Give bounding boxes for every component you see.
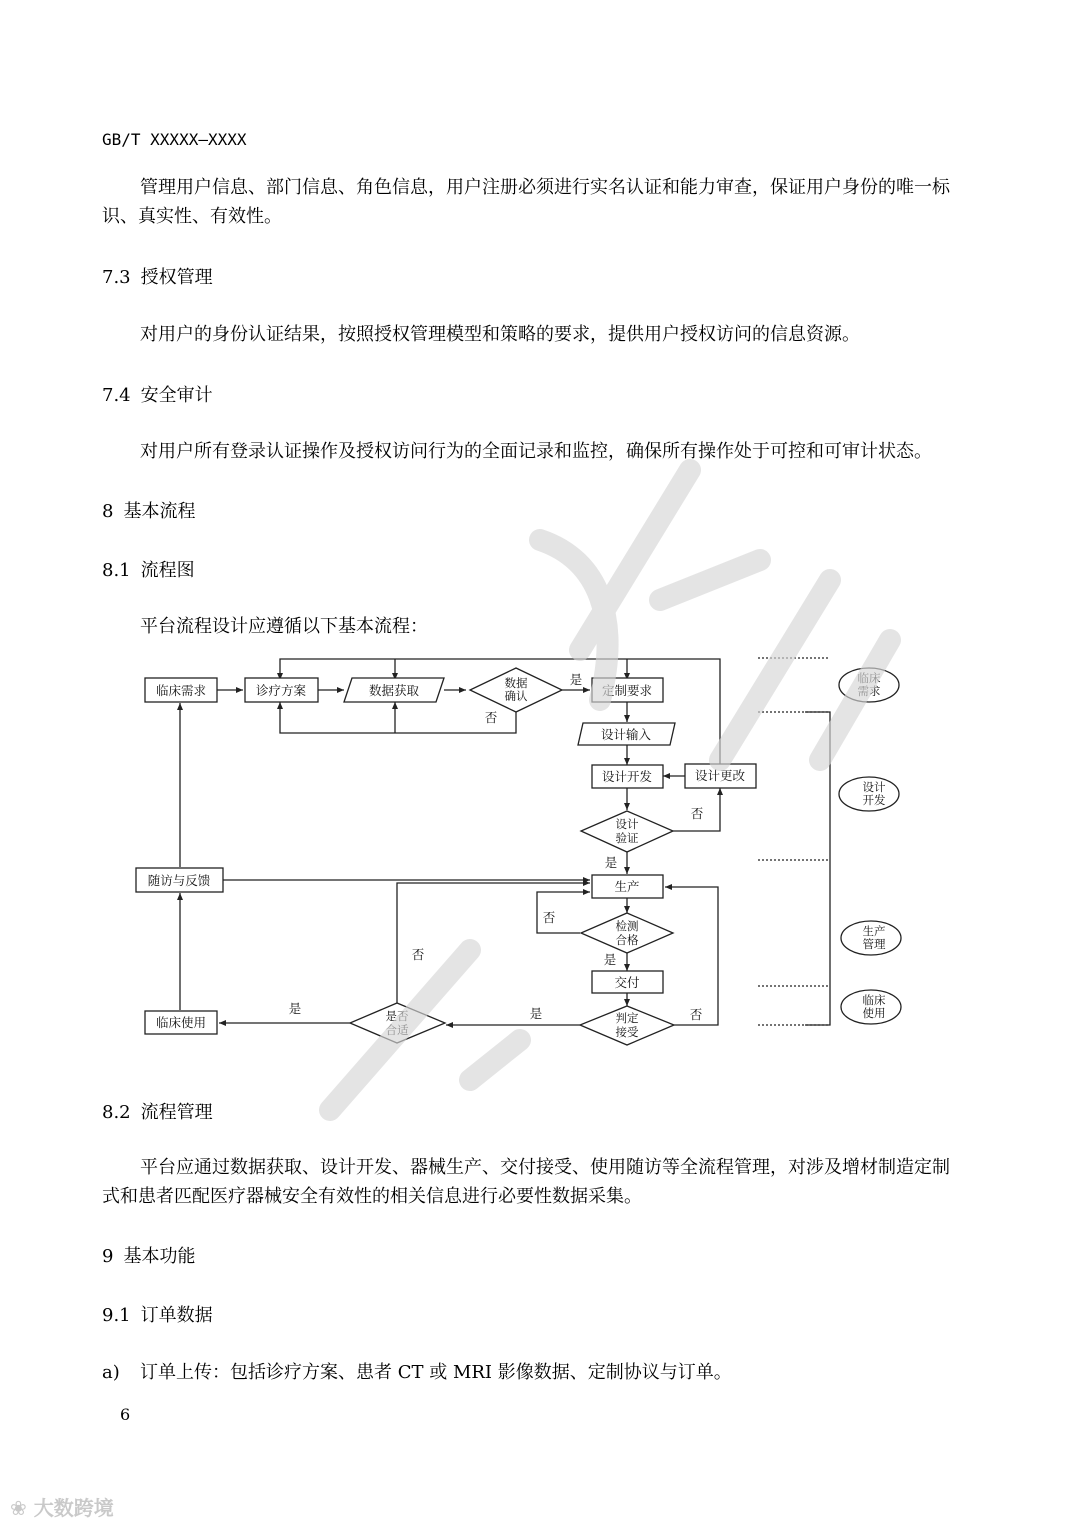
list-item-a: [102, 1358, 952, 1387]
label-yes-data-confirm: 是: [569, 672, 583, 687]
paragraph-7-4: 对用户所有登录认证操作及授权访问行为的全面记录和监控，确保所有操作处于可控和可审计状态。: [140, 441, 932, 462]
paragraph-8-1: 平台流程设计应遵循以下基本流程：: [140, 616, 428, 637]
label-inspect-1: 检测: [615, 919, 639, 933]
label-suitable-1: 是否: [385, 1009, 409, 1023]
label-design-input: 设计输入: [600, 727, 652, 742]
label-custom-requirements: 定制要求: [601, 683, 653, 698]
label-no-data-confirm: 否: [484, 710, 498, 725]
heading-title: 订单数据: [140, 1305, 213, 1326]
label-no-design-verify: 否: [690, 806, 704, 821]
label-judge-2: 接受: [615, 1025, 639, 1039]
intro-paragraph: 管理用户信息、部门信息、角色信息，用户注册必须进行实名认证和能力审查，保证用户身份的唯一标识、真实性、有效性。: [102, 177, 950, 227]
stage-label-4a: 临床: [862, 993, 886, 1007]
label-yes-suitable: 是: [288, 1001, 302, 1016]
label-design-verify-2: 验证: [615, 831, 639, 845]
label-clinical-need: 临床需求: [155, 683, 207, 698]
label-data-confirm-2: 确认: [504, 689, 528, 703]
heading-number: 7.3: [102, 267, 131, 288]
stage-label-1b: 需求: [857, 684, 881, 698]
stage-label-4b: 使用: [862, 1006, 886, 1020]
label-inspect-2: 合格: [615, 933, 639, 947]
label-suitable-2: 合适: [385, 1023, 409, 1037]
label-data-acquisition: 数据获取: [368, 683, 420, 698]
list-text: 订单上传：包括诊疗方案、患者 CT 或 MRI 影像数据、定制协议与订单。: [140, 1362, 732, 1383]
heading-number: 9: [102, 1246, 114, 1267]
heading-number: 9.1: [102, 1305, 131, 1326]
label-design-change: 设计更改: [694, 768, 746, 783]
paragraph-8-2: 平台应通过数据获取、设计开发、器械生产、交付接受、使用随访等全流程管理，对涉及增材制造定制式和患者匹配医疗器械安全有效性的相关信息进行必要性数据采集。: [102, 1157, 950, 1207]
paragraph-7-3: 对用户的身份认证结果，按照授权管理模型和策略的要求，提供用户授权访问的信息资源。: [140, 324, 860, 345]
label-yes-judge: 是: [529, 1006, 543, 1021]
label-no-suitable: 否: [411, 947, 425, 962]
stage-label-2b: 开发: [862, 793, 886, 807]
label-yes-design-verify: 是: [604, 855, 618, 870]
label-no-inspect: 否: [542, 910, 556, 925]
heading-number: 7.4: [102, 385, 131, 406]
heading-title: 授权管理: [140, 267, 213, 288]
heading-number: 8.1: [102, 560, 131, 581]
label-design-dev: 设计开发: [601, 769, 653, 784]
label-design-verify-1: 设计: [615, 817, 639, 831]
label-no-judge: 否: [689, 1007, 703, 1022]
stage-label-3b: 管理: [862, 937, 886, 951]
heading-number: 8: [102, 501, 114, 522]
heading-title: 基本功能: [123, 1246, 196, 1267]
label-clinical-use: 临床使用: [155, 1015, 207, 1030]
label-treatment-plan: 诊疗方案: [255, 683, 307, 698]
stage-label-2a: 设计: [862, 780, 886, 794]
heading-title: 安全审计: [140, 385, 213, 406]
heading-9-1: [102, 1301, 213, 1327]
label-followup: 随访与反馈: [147, 873, 211, 888]
list-marker: a): [102, 1362, 120, 1383]
footer-brand: [10, 1492, 114, 1521]
brand-text: 大数跨境: [33, 1496, 114, 1520]
brand-logo-icon: ❀: [10, 1496, 27, 1520]
heading-9: [102, 1242, 195, 1268]
page-number: 6: [120, 1405, 131, 1424]
label-data-confirm-1: 数据: [504, 676, 528, 690]
heading-title: 流程管理: [140, 1102, 213, 1123]
heading-8-2: [102, 1098, 213, 1124]
stage-label-3a: 生产: [862, 924, 886, 938]
heading-title: 流程图: [140, 560, 195, 581]
heading-title: 基本流程: [123, 501, 196, 522]
label-judge-1: 判定: [615, 1011, 639, 1025]
label-production: 生产: [614, 879, 640, 894]
label-yes-inspect: 是: [603, 952, 617, 967]
label-delivery: 交付: [614, 975, 640, 990]
heading-number: 8.2: [102, 1102, 131, 1123]
document-code: GB/T XXXXX—XXXX: [102, 130, 247, 149]
stage-label-1a: 临床: [857, 671, 881, 685]
